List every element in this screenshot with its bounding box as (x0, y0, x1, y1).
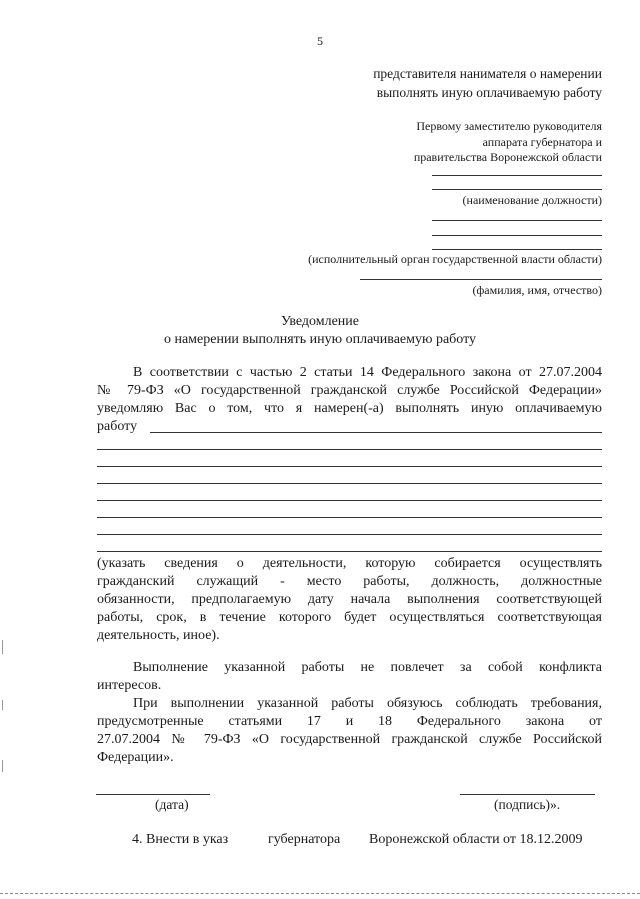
appendix-header-line: представителя нанимателя о намерении (373, 66, 602, 81)
body-line: предусмотренные статьями 17 и 18 Федерального закона от (97, 714, 602, 729)
date-caption: (дата) (155, 797, 189, 812)
blank-line (432, 189, 602, 190)
fill-line (150, 432, 602, 433)
body-line: интересов. (97, 678, 162, 693)
body-line: Выполнение указанной работы не повлечет за собой конфликта (133, 660, 602, 675)
body-line: 27.07.2004 № 79-ФЗ «О государственной гражданской службе Российской (97, 732, 602, 747)
signature-line (460, 794, 595, 795)
instructions-line: работы, срок, в течение которого будет осуществляться соответствующая (97, 610, 602, 625)
clause-word: губернатора (268, 832, 341, 847)
fill-line (97, 466, 602, 467)
clause-start: 4. Внести в указ (132, 832, 229, 847)
work-label: работу (97, 419, 138, 434)
fill-line (97, 551, 602, 552)
scan-mark (2, 640, 3, 654)
instructions-line: обязанности, предполагаемую дату начала выполнения соответствующей (97, 592, 602, 607)
body-line: № 79-ФЗ «О государственной гражданской службе Российской Федерации» (97, 383, 602, 398)
addressee-line: Первому заместителю руководителя (416, 119, 602, 133)
scan-mark (2, 760, 3, 772)
instructions-line: (указать сведения о деятельности, которую собирается осуществлять (97, 556, 602, 571)
position-caption: (наименование должности) (462, 193, 602, 207)
addressee-line: правительства Воронежской области (413, 150, 602, 164)
signature-caption: (подпись)». (494, 797, 561, 812)
fill-line (97, 483, 602, 484)
document-subtitle: о намерении выполнять иную оплачиваемую работу (163, 332, 477, 347)
date-line (96, 794, 210, 795)
page-number: 5 (317, 34, 323, 48)
name-caption: (фамилия, имя, отчество) (472, 283, 602, 297)
clause-rest: Воронежской области от 18.12.2009 (369, 832, 583, 847)
fill-line (97, 449, 602, 450)
body-line: уведомляю Вас о том, что я намерен(-а) выполнять иную оплачиваемую (97, 401, 602, 416)
instructions-line: деятельность, иное). (97, 628, 220, 643)
appendix-header-line: выполнять иную оплачиваемую работу (376, 85, 602, 100)
blank-line (432, 220, 602, 221)
body-line: Федерации». (97, 750, 174, 765)
addressee-line: аппарата губернатора и (482, 135, 602, 149)
organ-caption: (исполнительный орган государственной власти области) (308, 252, 602, 266)
instructions-line: гражданский служащий - место работы, должность, должностные (97, 574, 602, 589)
fill-line (97, 517, 602, 518)
body-line: В соответствии с частью 2 статьи 14 Федерального закона от 27.07.2004 (133, 365, 602, 380)
fill-line (97, 534, 602, 535)
blank-line (360, 279, 602, 280)
scan-mark (2, 700, 3, 710)
fill-line (97, 500, 602, 501)
blank-line (432, 175, 602, 176)
blank-line (432, 249, 602, 250)
document-title: Уведомление (280, 314, 359, 329)
blank-line (432, 235, 602, 236)
page-bottom-rule (0, 893, 640, 894)
body-line: При выполнении указанной работы обязуюсь соблюдать требования, (133, 696, 602, 711)
